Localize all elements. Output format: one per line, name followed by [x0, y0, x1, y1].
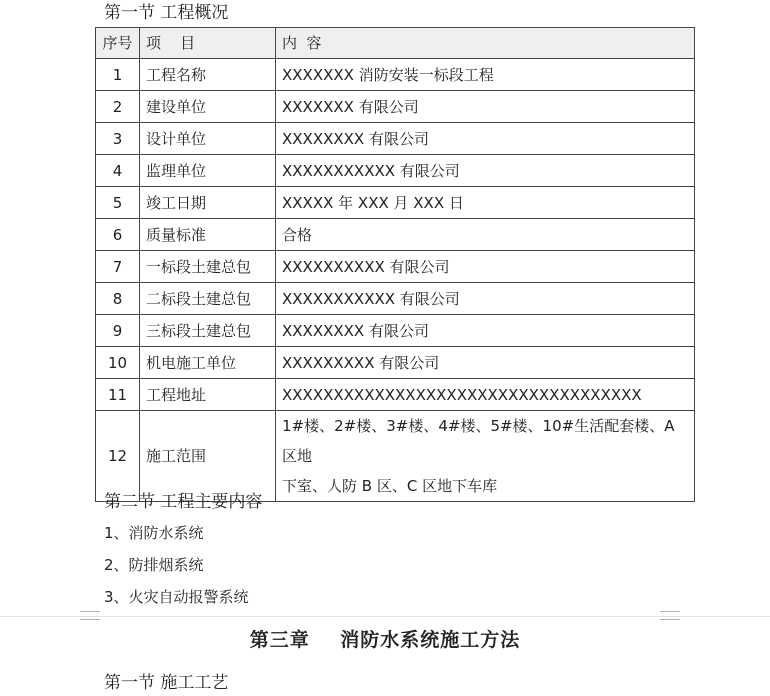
table-row [96, 123, 695, 155]
page-corner-mark [660, 611, 680, 620]
row-item: 工程名称 [140, 59, 276, 91]
row-number: 12 [96, 411, 140, 502]
section-2-title: 第二节 工程主要内容 [104, 492, 263, 512]
list-item: 2、防排烟系统 [104, 556, 204, 574]
table-row [96, 251, 695, 283]
row-number: 8 [96, 283, 140, 315]
row-item: 一标段土建总包 [140, 251, 276, 283]
row-content: XXXXXXXXXXX 有限公司 [276, 283, 695, 315]
row-number: 5 [96, 187, 140, 219]
list-item: 1、消防水系统 [104, 524, 204, 542]
row-item: 二标段土建总包 [140, 283, 276, 315]
table-row [96, 155, 695, 187]
row-item: 施工范围 [140, 411, 276, 502]
chapter-3-title: 第三章 消防水系统施工方法 [249, 629, 521, 651]
list-item: 3、火灾自动报警系统 [104, 588, 249, 606]
table-row [96, 379, 695, 411]
row-content [276, 411, 695, 502]
row-item: 设计单位 [140, 123, 276, 155]
row-item: 机电施工单位 [140, 347, 276, 379]
table-row [96, 315, 695, 347]
table-row [96, 347, 695, 379]
row-item: 竣工日期 [140, 187, 276, 219]
table-row [96, 283, 695, 315]
page-break-divider [0, 616, 770, 617]
table-row [96, 91, 695, 123]
row-number: 2 [96, 91, 140, 123]
header-serial-number: 序号 [96, 28, 140, 59]
row-item: 质量标准 [140, 219, 276, 251]
row-content: 合格 [276, 219, 695, 251]
row-item: 监理单位 [140, 155, 276, 187]
row-item: 三标段土建总包 [140, 315, 276, 347]
project-overview-table [95, 27, 695, 502]
table-row [96, 187, 695, 219]
row-number: 1 [96, 59, 140, 91]
row-number: 10 [96, 347, 140, 379]
page-corner-mark [80, 611, 100, 620]
row-content: XXXXXXX 消防安装一标段工程 [276, 59, 695, 91]
row-number: 9 [96, 315, 140, 347]
row-content-line: 下室、人防 B 区、C 区地下车库 [282, 477, 498, 495]
row-number: 11 [96, 379, 140, 411]
row-content: XXXXXXXXX 有限公司 [276, 347, 695, 379]
row-content: XXXXXXX 有限公司 [276, 91, 695, 123]
row-content: XXXXXXXX 有限公司 [276, 315, 695, 347]
table-header-row [96, 28, 695, 59]
row-content: XXXXXXXXXX 有限公司 [276, 251, 695, 283]
table-row [96, 411, 695, 502]
row-item: 工程地址 [140, 379, 276, 411]
row-content-line: 1#楼、2#楼、3#楼、4#楼、5#楼、10#生活配套楼、A 区地 [282, 417, 675, 465]
row-number: 7 [96, 251, 140, 283]
row-content: XXXXXXXXXXXXXXXXXXXXXXXXXXXXXXXXXXX [276, 379, 695, 411]
table-row [96, 219, 695, 251]
row-content: XXXXXXXXXXX 有限公司 [276, 155, 695, 187]
header-item: 项 目 [140, 28, 276, 59]
section-1-title: 第一节 工程概况 [104, 3, 229, 23]
row-number: 4 [96, 155, 140, 187]
section-3-title: 第一节 施工工艺 [104, 673, 229, 693]
main-content-list [104, 522, 249, 618]
row-content: XXXXXXXX 有限公司 [276, 123, 695, 155]
row-number: 6 [96, 219, 140, 251]
row-item: 建设单位 [140, 91, 276, 123]
table-row [96, 59, 695, 91]
row-number: 3 [96, 123, 140, 155]
header-content: 内 容 [276, 28, 695, 59]
row-content: XXXXX 年 XXX 月 XXX 日 [276, 187, 695, 219]
